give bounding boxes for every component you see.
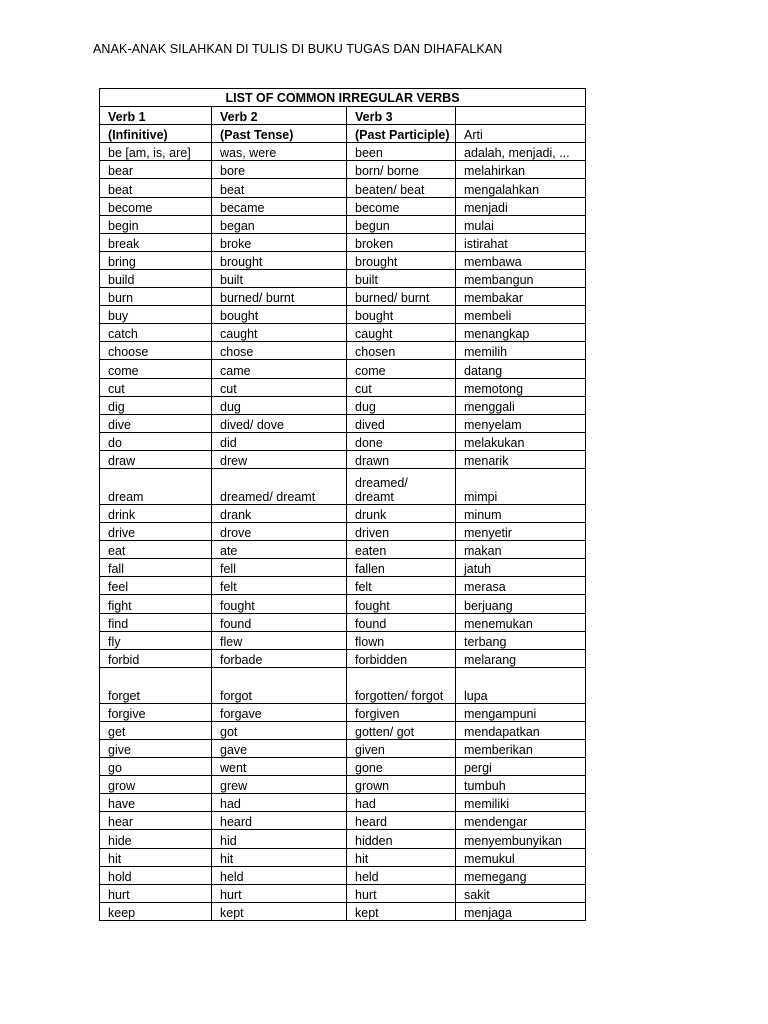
table-row [100,414,586,432]
verb3-cell: eaten [347,541,456,559]
arti-cell: mulai [456,215,586,233]
verb2-cell: fought [212,595,347,613]
verb3-cell: forbidden [347,649,456,667]
table-row [100,396,586,414]
arti-cell: menemukan [456,613,586,631]
verb1-cell: fly [100,631,212,649]
verb2-cell: was, were [212,143,347,161]
verb3-cell: dug [347,396,456,414]
verb3-cell: drawn [347,450,456,468]
table-row [100,559,586,577]
verb1-cell: build [100,269,212,287]
verb1-cell: drive [100,523,212,541]
verb3-cell: born/ borne [347,161,456,179]
table-row [100,306,586,324]
verb2-cell: dreamed/ dreamt [212,468,347,504]
verb2-cell: felt [212,577,347,595]
verb1-cell: bear [100,161,212,179]
verb2-cell: brought [212,251,347,269]
verb2-cell: cut [212,378,347,396]
verb3-cell: heard [347,812,456,830]
instruction-text: ANAK-ANAK SILAHKAN DI TULIS DI BUKU TUGAS DAN DIHAFALKAN [93,42,503,56]
verb1-cell: grow [100,776,212,794]
verb1-cell: do [100,432,212,450]
arti-cell: menyembunyikan [456,830,586,848]
verb3-cell: built [347,269,456,287]
table-row [100,848,586,866]
verb3-cell: come [347,360,456,378]
table-row [100,161,586,179]
verb3-cell: done [347,432,456,450]
verb3-cell: bought [347,306,456,324]
verb1-cell: be [am, is, are] [100,143,212,161]
arti-cell: mengampuni [456,703,586,721]
table-row [100,541,586,559]
table-row [100,360,586,378]
verb3-cell: become [347,197,456,215]
table-row [100,794,586,812]
verb1-cell: eat [100,541,212,559]
verb1-cell: forgive [100,703,212,721]
table-row [100,595,586,613]
table-row [100,613,586,631]
table-row [100,324,586,342]
verb3-cell: fought [347,595,456,613]
table-row [100,197,586,215]
table-row [100,251,586,269]
verb3-cell: brought [347,251,456,269]
table-row [100,523,586,541]
arti-cell: menjadi [456,197,586,215]
verb2-cell: ate [212,541,347,559]
verb1-cell: burn [100,288,212,306]
arti-cell: membakar [456,288,586,306]
arti-cell: lupa [456,667,586,703]
table-row [100,269,586,287]
table-row [100,667,586,703]
arti-cell: menyetir [456,523,586,541]
arti-cell: menggali [456,396,586,414]
header-infinitive: (Infinitive) [100,125,212,143]
arti-cell: memberikan [456,740,586,758]
arti-cell: jatuh [456,559,586,577]
verb2-cell: held [212,866,347,884]
verb1-cell: come [100,360,212,378]
arti-cell: memukul [456,848,586,866]
verb1-cell: hit [100,848,212,866]
verb3-cell: hurt [347,884,456,902]
arti-cell: mengalahkan [456,179,586,197]
verb1-cell: cut [100,378,212,396]
verb2-cell: bore [212,161,347,179]
arti-cell: berjuang [456,595,586,613]
verb3-cell: gone [347,758,456,776]
verb2-cell: kept [212,902,347,920]
arti-cell: memegang [456,866,586,884]
verb3-cell: been [347,143,456,161]
verb1-cell: get [100,721,212,739]
table-row [100,721,586,739]
table-row [100,703,586,721]
verb1-cell: beat [100,179,212,197]
wrapped-cell-text: forgotten/ forgot [355,688,444,703]
arti-cell: mendengar [456,812,586,830]
verb2-cell: chose [212,342,347,360]
verb1-cell: choose [100,342,212,360]
header-past-tense: (Past Tense) [212,125,347,143]
header-row-verb-numbers [100,107,586,125]
header-empty [456,107,586,125]
verb2-cell: caught [212,324,347,342]
table-row [100,432,586,450]
verb3-cell: grown [347,776,456,794]
verb2-cell: burned/ burnt [212,288,347,306]
verb2-cell: forgave [212,703,347,721]
verb1-cell: become [100,197,212,215]
arti-cell: tumbuh [456,776,586,794]
verb2-cell: built [212,269,347,287]
arti-cell: makan [456,541,586,559]
table-row [100,504,586,522]
arti-cell: istirahat [456,233,586,251]
header-arti: Arti [456,125,586,143]
table-row [100,342,586,360]
verb3-cell: fallen [347,559,456,577]
verb3-cell: given [347,740,456,758]
verb2-cell: forgot [212,667,347,703]
verb1-cell: have [100,794,212,812]
verb2-cell: broke [212,233,347,251]
verb1-cell: give [100,740,212,758]
verb2-cell: hit [212,848,347,866]
arti-cell: memiliki [456,794,586,812]
verb2-cell: hurt [212,884,347,902]
verb2-cell: forbade [212,649,347,667]
verb1-cell: hide [100,830,212,848]
verb1-cell: drink [100,504,212,522]
verb1-cell: hold [100,866,212,884]
verb3-cell: cut [347,378,456,396]
verb3-cell: hidden [347,830,456,848]
verb1-cell: break [100,233,212,251]
verb3-cell: dived [347,414,456,432]
verb1-cell: keep [100,902,212,920]
verb2-cell: heard [212,812,347,830]
verb3-cell: caught [347,324,456,342]
verb1-cell: bring [100,251,212,269]
verb3-cell: burned/ burnt [347,288,456,306]
table-row [100,577,586,595]
table-row [100,468,586,504]
arti-cell: adalah, menjadi, ... [456,143,586,161]
verb3-cell: gotten/ got [347,721,456,739]
verb3-cell [347,468,456,504]
table-row [100,450,586,468]
verb2-cell: hid [212,830,347,848]
table-row [100,631,586,649]
verb1-cell: buy [100,306,212,324]
irregular-verbs-table [99,88,586,921]
arti-cell: membawa [456,251,586,269]
verb2-cell: fell [212,559,347,577]
verb1-cell: feel [100,577,212,595]
table-row [100,649,586,667]
verb1-cell: dream [100,468,212,504]
verb1-cell: fall [100,559,212,577]
arti-cell: sakit [456,884,586,902]
table-row [100,866,586,884]
verb2-cell: began [212,215,347,233]
verb1-cell: draw [100,450,212,468]
verb2-cell: found [212,613,347,631]
arti-cell: mendapatkan [456,721,586,739]
arti-cell: terbang [456,631,586,649]
verb3-cell: felt [347,577,456,595]
verb2-cell: drove [212,523,347,541]
verb1-cell: hurt [100,884,212,902]
table-row [100,143,586,161]
verb2-cell: flew [212,631,347,649]
verb2-cell: dived/ dove [212,414,347,432]
header-verb-3: Verb 3 [347,107,456,125]
verb2-cell: went [212,758,347,776]
verb3-cell: held [347,866,456,884]
verb3-cell: forgiven [347,703,456,721]
table-row [100,812,586,830]
verb1-cell: fight [100,595,212,613]
arti-cell: merasa [456,577,586,595]
table-row [100,179,586,197]
table-row [100,378,586,396]
verb1-cell: forget [100,667,212,703]
table-row [100,288,586,306]
arti-cell: menjaga [456,902,586,920]
verb1-cell: forbid [100,649,212,667]
verb3-cell: hit [347,848,456,866]
arti-cell: memilih [456,342,586,360]
verb3-cell: had [347,794,456,812]
verb2-cell: gave [212,740,347,758]
verb1-cell: catch [100,324,212,342]
verb2-cell: did [212,432,347,450]
verb1-cell: hear [100,812,212,830]
verb2-cell: became [212,197,347,215]
verb1-cell: dive [100,414,212,432]
verb1-cell: begin [100,215,212,233]
verb3-cell: beaten/ beat [347,179,456,197]
table-row [100,740,586,758]
verb1-cell: find [100,613,212,631]
verb3-cell: driven [347,523,456,541]
verb3-cell: kept [347,902,456,920]
verb2-cell: grew [212,776,347,794]
table-row [100,884,586,902]
header-past-participle: (Past Participle) [347,125,456,143]
verb2-cell: came [212,360,347,378]
arti-cell: membangun [456,269,586,287]
arti-cell: pergi [456,758,586,776]
table-row [100,776,586,794]
table-row [100,215,586,233]
arti-cell: menarik [456,450,586,468]
table-title-row [100,89,586,107]
verb2-cell: beat [212,179,347,197]
arti-cell: membeli [456,306,586,324]
verb2-cell: bought [212,306,347,324]
table-row [100,233,586,251]
verb3-cell: found [347,613,456,631]
table-row [100,830,586,848]
arti-cell: menangkap [456,324,586,342]
verb3-cell: chosen [347,342,456,360]
arti-cell: melakukan [456,432,586,450]
header-verb-1: Verb 1 [100,107,212,125]
verb3-cell: drunk [347,504,456,522]
verb2-cell: dug [212,396,347,414]
verb1-cell: go [100,758,212,776]
arti-cell: melarang [456,649,586,667]
wrapped-cell-text: dreamed/ dreamt [355,475,408,504]
verb3-cell: begun [347,215,456,233]
arti-cell: memotong [456,378,586,396]
verb2-cell: got [212,721,347,739]
verb2-cell: drew [212,450,347,468]
table-row [100,758,586,776]
arti-cell: melahirkan [456,161,586,179]
arti-cell: datang [456,360,586,378]
header-verb-2: Verb 2 [212,107,347,125]
arti-cell: menyelam [456,414,586,432]
verb3-cell: flown [347,631,456,649]
verb3-cell [347,667,456,703]
verb1-cell: dig [100,396,212,414]
arti-cell: minum [456,504,586,522]
arti-cell: mimpi [456,468,586,504]
verb3-cell: broken [347,233,456,251]
header-row-forms [100,125,586,143]
verb2-cell: drank [212,504,347,522]
verb2-cell: had [212,794,347,812]
table-title: LIST OF COMMON IRREGULAR VERBS [100,89,586,107]
table-row [100,902,586,920]
